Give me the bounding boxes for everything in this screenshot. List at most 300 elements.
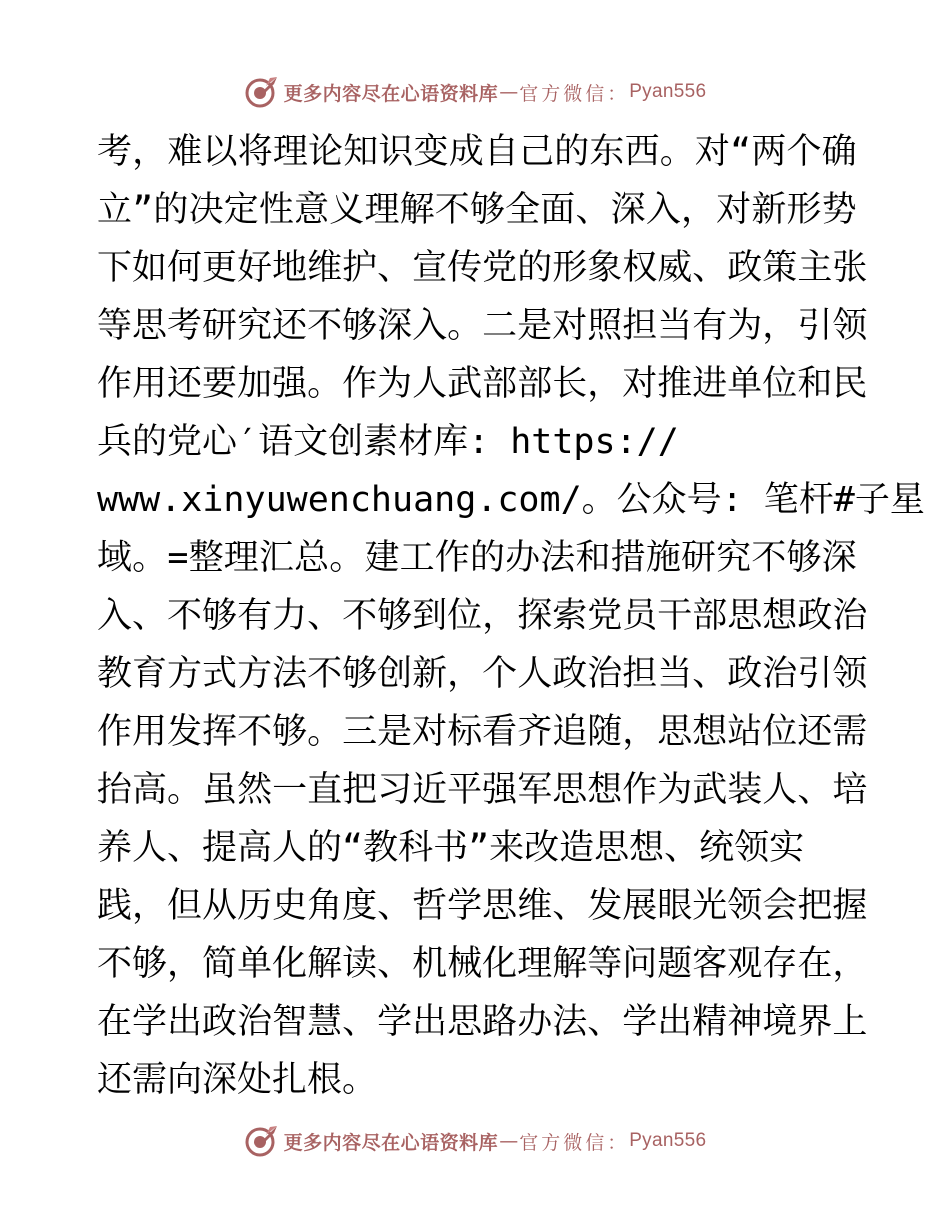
body-char: 精 (692, 1002, 728, 1042)
body-char: 问 (622, 944, 658, 984)
body-char: ， (832, 944, 868, 984)
body-char: 然 (237, 770, 273, 810)
body-char: 、 (377, 944, 413, 984)
body-char: 理 (364, 190, 400, 230)
body-char: 领 (727, 886, 763, 926)
body-char: 够 (469, 190, 505, 230)
body-char: 宣 (412, 248, 448, 288)
body-char: 思 (657, 712, 693, 752)
body-char: 从 (202, 886, 238, 926)
body-char: 更 (202, 248, 238, 288)
body-char: 究 (237, 306, 273, 346)
body-line (97, 529, 857, 587)
body-char: 够 (272, 712, 308, 752)
banner-dash: — (499, 81, 519, 103)
body-char: 不 (237, 712, 273, 752)
body-char: 解 (552, 944, 588, 984)
body-char: ， (482, 596, 518, 636)
body-char: 汇 (258, 538, 294, 578)
body-line (97, 239, 868, 297)
body-char: 创 (377, 654, 413, 694)
body-char: 新 (412, 654, 448, 694)
body-char: 维 (307, 248, 343, 288)
body-char: 治 (762, 654, 798, 694)
body-char: 好 (237, 248, 273, 288)
body-char: 干 (657, 596, 693, 636)
header-watermark-banner (0, 72, 950, 112)
body-char: 引 (797, 306, 833, 346)
body-char: 近 (412, 770, 448, 810)
body-char: ， (167, 944, 203, 984)
body-char: 培 (832, 770, 868, 810)
body-char: 践 (97, 886, 133, 926)
body-char: 度 (342, 886, 378, 926)
body-char: 神 (727, 1002, 763, 1042)
body-line (97, 297, 868, 355)
body-char: 在 (97, 1002, 133, 1042)
body-char: 政 (727, 654, 763, 694)
body-char: 、 (307, 596, 343, 636)
body-char: 政 (552, 654, 588, 694)
banner-wechat-id: Pyan556 (629, 1130, 707, 1151)
body-char: 、 (132, 596, 168, 636)
body-char: 位 (447, 596, 483, 636)
body-char: 随 (587, 712, 623, 752)
body-char: 强 (482, 770, 518, 810)
body-line (97, 587, 868, 645)
body-char: 引 (797, 654, 833, 694)
body-char: 到 (412, 596, 448, 636)
body-char: 和 (797, 364, 833, 404)
body-char: 当 (657, 654, 693, 694)
body-char: 思 (132, 306, 168, 346)
body-char: 党 (587, 596, 623, 636)
body-char: 等 (587, 944, 623, 984)
body-char: 全 (505, 190, 541, 230)
body-char: 思 (727, 596, 763, 636)
body-char: 平 (447, 770, 483, 810)
body-char: 深 (610, 190, 646, 230)
body-char: 想 (587, 770, 623, 810)
body-char: 维 (517, 886, 553, 926)
body-char: 新 (751, 190, 787, 230)
body-char: 人 (762, 770, 798, 810)
body-char: 办 (505, 538, 541, 578)
banner-wechat-id: Pyan556 (629, 81, 707, 102)
body-char: 观 (727, 944, 763, 984)
body-line: 还需向深处扎根。 (97, 1060, 378, 1100)
body-char: 不 (434, 190, 470, 230)
body-char: 入 (645, 190, 681, 230)
body-char: 发 (587, 886, 623, 926)
body-line (97, 355, 868, 413)
body-char: 握 (832, 886, 868, 926)
body-char: 想 (762, 596, 798, 636)
body-char: 以 (202, 132, 238, 172)
body-char: 、 (587, 1002, 623, 1042)
body-char: 、 (692, 654, 728, 694)
body-char: 义 (329, 190, 365, 230)
body-char: 。 (329, 538, 365, 578)
body-char: 方 (237, 654, 273, 694)
body-char: 措 (610, 538, 646, 578)
body-char: 用 (132, 712, 168, 752)
body-char: 够 (132, 944, 168, 984)
body-char: 学 (622, 1002, 658, 1042)
body-char: 研 (680, 538, 716, 578)
body-char: 把 (342, 770, 378, 810)
body-char: 单 (237, 944, 273, 984)
body-char: 深 (377, 306, 413, 346)
body-char: 理 (272, 132, 308, 172)
body-char: 个 (786, 132, 822, 172)
body-char: 自 (483, 132, 519, 172)
body-char: “ (730, 132, 752, 172)
body-char: 思 (447, 1002, 483, 1042)
body-char: 意 (294, 190, 330, 230)
body-char: 有 (237, 596, 273, 636)
body-line (97, 703, 868, 761)
body-char: 治 (237, 1002, 273, 1042)
body-char: 教 (97, 654, 133, 694)
body-char: 建 (364, 538, 400, 578)
body-char: 够 (377, 596, 413, 636)
body-char: 读 (342, 944, 378, 984)
body-char: 把 (797, 886, 833, 926)
body-char: 一 (272, 770, 308, 810)
body-char: 不 (167, 596, 203, 636)
body-char: 传 (447, 248, 483, 288)
body-char: ， (680, 190, 716, 230)
body-char: 两 (751, 132, 787, 172)
body-char: 位 (762, 364, 798, 404)
body-char: 人 (412, 364, 448, 404)
body-line: 兵的党心′语文创素材库: https:// (97, 422, 679, 462)
body-char: 站 (727, 712, 763, 752)
body-char: 慧 (307, 1002, 343, 1042)
body-char: 政 (202, 1002, 238, 1042)
banner-subtitle: 官方微信： (519, 82, 630, 105)
body-char: 等 (97, 306, 133, 346)
body-char: 光 (692, 886, 728, 926)
body-char: 出 (657, 1002, 693, 1042)
body-char: 护 (342, 248, 378, 288)
body-char: 思 (482, 886, 518, 926)
body-char: 党 (482, 248, 518, 288)
body-char: 决 (188, 190, 224, 230)
body-char: 习 (377, 770, 413, 810)
body-char: 难 (167, 132, 203, 172)
body-char: 部 (692, 596, 728, 636)
body-char: 是 (517, 306, 553, 346)
body-char: 作 (622, 770, 658, 810)
body-char: 还 (797, 712, 833, 752)
body-char: 力 (272, 596, 308, 636)
body-char: 位 (762, 712, 798, 752)
body-char: 境 (762, 1002, 798, 1042)
body-char: 工 (399, 538, 435, 578)
body-char: 法 (540, 538, 576, 578)
body-char: 、 (797, 770, 833, 810)
body-char: 直 (307, 770, 343, 810)
body-char: 、 (342, 1002, 378, 1042)
footer-watermark-banner (0, 1121, 950, 1161)
body-char: 追 (552, 712, 588, 752)
body-char: 部 (482, 364, 518, 404)
body-char: 的 (517, 248, 553, 288)
body-char: 在 (797, 944, 833, 984)
body-char: 变 (413, 132, 449, 172)
body-char: 哲 (412, 886, 448, 926)
body-char: 不 (307, 654, 343, 694)
body-char: 威 (657, 248, 693, 288)
body-char: 路 (482, 1002, 518, 1042)
body-char: 不 (342, 596, 378, 636)
body-char: 地 (272, 248, 308, 288)
body-char: 抬 (97, 770, 133, 810)
body-char: 还 (272, 306, 308, 346)
body-char: 识 (378, 132, 414, 172)
body-char: 何 (167, 248, 203, 288)
body-char: 政 (727, 248, 763, 288)
body-char: 照 (587, 306, 623, 346)
body-char: 、 (552, 886, 588, 926)
body-char: 标 (447, 712, 483, 752)
body-char: 考 (167, 306, 203, 346)
body-char: 强 (272, 364, 308, 404)
body-char: 象 (587, 248, 623, 288)
body-char: 历 (237, 886, 273, 926)
body-char: 定 (223, 190, 259, 230)
body-line (97, 645, 868, 703)
body-char: 对 (622, 364, 658, 404)
body-char: 员 (622, 596, 658, 636)
body-char: 将 (237, 132, 273, 172)
body-char: 下 (97, 248, 133, 288)
body-char: 高 (132, 770, 168, 810)
body-char: 想 (692, 712, 728, 752)
body-char: 题 (657, 944, 693, 984)
body-char: 展 (622, 886, 658, 926)
body-char: 出 (412, 1002, 448, 1042)
body-char: 担 (622, 306, 658, 346)
body-char: 是 (377, 712, 413, 752)
body-char: 长 (552, 364, 588, 404)
body-char: 机 (412, 944, 448, 984)
body-char: 上 (832, 1002, 868, 1042)
body-char: 。 (307, 364, 343, 404)
body-char: 成 (448, 132, 484, 172)
body-char: = (167, 538, 189, 578)
body-char: 。 (307, 712, 343, 752)
body-char: 总 (294, 538, 330, 578)
body-char: 的 (554, 132, 590, 172)
body-char: 对 (552, 306, 588, 346)
body-char: 域 (97, 538, 133, 578)
body-char: 还 (167, 364, 203, 404)
body-char: 、 (575, 190, 611, 230)
body-char: 索 (552, 596, 588, 636)
body-char: 出 (167, 1002, 203, 1042)
body-char: 够 (342, 306, 378, 346)
body-line (97, 935, 868, 993)
body-char: 单 (727, 364, 763, 404)
body-char: 研 (202, 306, 238, 346)
body-char: 。 (659, 132, 695, 172)
body-char: 部 (517, 364, 553, 404)
body-char: ， (447, 654, 483, 694)
body-char: 法 (552, 1002, 588, 1042)
body-char: 简 (202, 944, 238, 984)
body-char: 学 (447, 886, 483, 926)
body-char: 的 (153, 190, 189, 230)
body-char: 不 (751, 538, 787, 578)
body-line: 养人、提高人的“教科书”来改造思想、统领实 (97, 828, 805, 868)
body-char: 为 (727, 306, 763, 346)
body-char: 张 (832, 248, 868, 288)
body-char: 。 (447, 306, 483, 346)
body-char: 策 (762, 248, 798, 288)
body-char: 思 (552, 770, 588, 810)
body-char: 客 (692, 944, 728, 984)
body-char: 化 (272, 944, 308, 984)
body-line (97, 993, 868, 1051)
body-char: 深 (821, 538, 857, 578)
body-char: 人 (517, 654, 553, 694)
body-char: 不 (307, 306, 343, 346)
body-line (97, 877, 868, 935)
body-char: 虽 (202, 770, 238, 810)
body-char: 、 (377, 248, 413, 288)
body-char: 论 (308, 132, 344, 172)
body-char: 但 (167, 886, 203, 926)
body-char: 形 (786, 190, 822, 230)
body-char: 不 (97, 944, 133, 984)
body-char: 解 (399, 190, 435, 230)
body-char: ， (132, 132, 168, 172)
banner-subtitle: 官方微信： (519, 1131, 630, 1154)
body-char: 入 (97, 596, 133, 636)
body-char: 需 (832, 712, 868, 752)
body-char: 施 (645, 538, 681, 578)
body-char: 二 (482, 306, 518, 346)
body-char: 理 (223, 538, 259, 578)
body-char: 形 (552, 248, 588, 288)
body-char: 面 (540, 190, 576, 230)
body-char: 考 (97, 132, 133, 172)
body-char: 领 (832, 654, 868, 694)
body-char: 三 (342, 712, 378, 752)
banner-title: 更多内容尽在心语资料库 (283, 82, 499, 105)
body-char: 方 (167, 654, 203, 694)
body-char: 为 (377, 364, 413, 404)
body-char: 武 (447, 364, 483, 404)
document-body (97, 123, 925, 1109)
body-char: 学 (132, 1002, 168, 1042)
body-char: 和 (575, 538, 611, 578)
body-char: ， (762, 306, 798, 346)
body-char: 当 (657, 306, 693, 346)
body-char: 智 (272, 1002, 308, 1042)
body-char: 个 (482, 654, 518, 694)
body-char: 领 (832, 306, 868, 346)
body-char: 、 (692, 248, 728, 288)
body-char: 民 (832, 364, 868, 404)
body-char: 究 (716, 538, 752, 578)
body-char: 会 (762, 886, 798, 926)
body-char: 加 (237, 364, 273, 404)
body-char: ， (132, 886, 168, 926)
body-char: 的 (469, 538, 505, 578)
body-char: 眼 (657, 886, 693, 926)
body-line (97, 181, 857, 239)
body-char: ， (587, 364, 623, 404)
body-char: 办 (517, 1002, 553, 1042)
body-char: 式 (202, 654, 238, 694)
body-char: 存 (762, 944, 798, 984)
body-char: 西 (624, 132, 660, 172)
body-char: 够 (202, 596, 238, 636)
body-char: 对 (412, 712, 448, 752)
body-char: 角 (307, 886, 343, 926)
body-char: 够 (786, 538, 822, 578)
body-line (97, 761, 868, 819)
body-char: 。 (132, 538, 168, 578)
body-char: 知 (343, 132, 379, 172)
body-char: 性 (258, 190, 294, 230)
body-char: 。 (167, 770, 203, 810)
body-char: 主 (797, 248, 833, 288)
body-char: 看 (482, 712, 518, 752)
body-char: 治 (832, 596, 868, 636)
body-char: ” (132, 190, 154, 230)
body-char: 整 (188, 538, 224, 578)
body-char: 势 (821, 190, 857, 230)
body-char: 担 (622, 654, 658, 694)
body-char: 史 (272, 886, 308, 926)
body-char: 为 (657, 770, 693, 810)
body-char: 对 (716, 190, 752, 230)
body-char: 政 (797, 596, 833, 636)
body-char: 己 (519, 132, 555, 172)
body-char: 如 (132, 248, 168, 288)
body-char: 军 (517, 770, 553, 810)
body-char: 作 (434, 538, 470, 578)
body-char: 对 (694, 132, 730, 172)
body-char: 化 (482, 944, 518, 984)
body-char: 界 (797, 1002, 833, 1042)
body-char: 确 (821, 132, 857, 172)
body-line: www.xinyuwenchuang.com/。公众号: 笔杆#子星 (97, 480, 925, 520)
body-char: 武 (692, 770, 728, 810)
body-char: 装 (727, 770, 763, 810)
quill-pen-logo-icon (244, 74, 280, 110)
body-char: 要 (202, 364, 238, 404)
body-char: 推 (657, 364, 693, 404)
body-char: 探 (517, 596, 553, 636)
body-char: 挥 (202, 712, 238, 752)
body-char: 进 (692, 364, 728, 404)
body-char: 械 (447, 944, 483, 984)
banner-title: 更多内容尽在心语资料库 (283, 1131, 499, 1154)
body-char: 作 (97, 712, 133, 752)
body-char: 立 (97, 190, 133, 230)
body-char: 育 (132, 654, 168, 694)
body-char: 齐 (517, 712, 553, 752)
body-char: 作 (97, 364, 133, 404)
body-char: 治 (587, 654, 623, 694)
banner-dash: — (499, 1130, 519, 1152)
